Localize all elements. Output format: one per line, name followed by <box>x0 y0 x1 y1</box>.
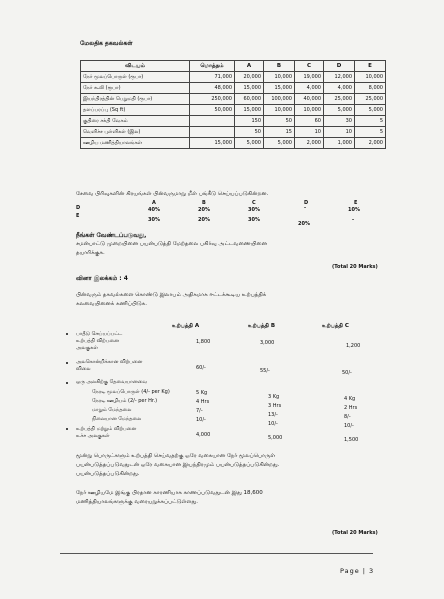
service-row-label: E <box>76 213 80 219</box>
row-value: 3 Hrs <box>268 403 282 409</box>
total-marks: (Total 20 Marks) <box>332 264 378 270</box>
table-row <box>81 83 386 94</box>
table-cell: 15,000 <box>235 83 264 94</box>
table-cell <box>190 127 235 138</box>
required-text: சமன்பாட்டு முறையினை பயன்படுத்தி மேற்தலை பகிர்வு அட்டவணையினை <box>76 241 267 247</box>
row-value: 3,000 <box>260 340 275 346</box>
row-value: 4 Kg <box>344 396 356 402</box>
table-cell: 12,000 <box>324 72 355 83</box>
table-header: D <box>324 61 355 72</box>
service-cell: 30% <box>248 207 260 213</box>
table-header: B <box>264 61 295 72</box>
table-cell: 8,000 <box>355 83 386 94</box>
table-cell: 10 <box>324 127 355 138</box>
table-cell: 10,000 <box>264 105 295 116</box>
table-cell: 10,000 <box>355 72 386 83</box>
service-cell: 20% <box>298 221 310 227</box>
product-header: உற்பத்தி B <box>248 323 276 329</box>
question-intro: பின்வரும் தகவல்களை கொண்டு இலாபம் அதிகமாக ஈட்டக்கூடிய உற்பத்திக் <box>76 292 267 298</box>
table-cell: 60,000 <box>235 94 264 105</box>
table-cell: 250,000 <box>190 94 235 105</box>
table-cell: 50 <box>235 127 264 138</box>
table-cell: 5,000 <box>235 138 264 149</box>
footer-divider <box>60 553 373 554</box>
table-row <box>81 94 386 105</box>
row-value: 4 Hrs <box>196 399 210 405</box>
service-text: சேவை பிரிவுகளின் கிரயங்கள் பின்வருமாறு மீள் பங்கீடு செய்யப்படுகின்றன. <box>76 191 269 197</box>
row-value: 7/- <box>196 408 203 414</box>
row-value: 55/- <box>260 368 270 374</box>
table-cell: 50,000 <box>190 105 235 116</box>
row-value: 60/- <box>196 365 206 371</box>
row-label: அலகுகள் <box>76 345 98 351</box>
service-cell: 20% <box>198 207 210 213</box>
service-col: B <box>202 200 206 206</box>
product-header: உற்பத்தி C <box>322 323 349 329</box>
paragraph-line: மணித்தியாலங்களுக்கு வரையறுக்கப்பட்டுள்ளது. <box>76 499 198 505</box>
service-cell: 30% <box>248 217 260 223</box>
row-label: பாதீடு செய்யப்பட்ட <box>76 331 123 337</box>
row-value: 5,000 <box>268 435 283 441</box>
row-value: 13/- <box>268 412 278 418</box>
table-cell: 150 <box>235 116 264 127</box>
question-intro: கலவையினைக் கணிப்பிடுக. <box>76 301 147 307</box>
total-marks: (Total 20 Marks) <box>332 530 378 536</box>
row-value: 4,000 <box>196 432 211 438</box>
table-cell: 48,000 <box>190 83 235 94</box>
product-header: உற்பத்தி A <box>172 323 200 329</box>
table-cell: 40,000 <box>295 94 324 105</box>
table-cell: 50 <box>264 116 295 127</box>
required-text: தயாரிக்குக. <box>76 250 105 256</box>
paragraph-line: மூன்று பொருட்களும் உற்பத்தி செய்வதற்கு ஒரே வகையான நேர் மூலப்பொருள் <box>76 453 276 459</box>
table-row <box>81 116 386 127</box>
table-cell: 5,000 <box>355 105 386 116</box>
service-col: E <box>354 200 358 206</box>
paragraph-line: பயன்படுத்தப்படுவதுடன் ஒரே வகையான இயந்திரமும் பயன்படுத்தப்படுகின்றது. <box>76 462 280 468</box>
table-cell: நேர் மூலப்பொருள் (ரூபா) <box>81 72 190 83</box>
question-title: வினா இலக்கம் : 4 <box>76 275 128 282</box>
row-value: 1,500 <box>344 437 359 443</box>
bullet-icon <box>66 428 68 430</box>
table-header: மொத்தம் <box>190 61 235 72</box>
table-cell: இயந்திரத்தின் பெறுமதி (ரூபா) <box>81 94 190 105</box>
row-value: 10/- <box>268 421 278 427</box>
row-label: ஒரு அலகிற்கு தேவையானவை <box>76 379 148 385</box>
row-label: நேரடி ஊழியம் (2/- per Hr.) <box>92 398 158 404</box>
table-row <box>81 138 386 149</box>
service-cell: - <box>304 205 307 211</box>
row-value: 5 Kg <box>196 390 208 396</box>
section-title: மேலதிக தகவல்கள் <box>80 40 133 47</box>
table-cell: வெளிச்ச புள்ளிகள் (இல) <box>81 127 190 138</box>
table-row <box>81 72 386 83</box>
service-cell: 20% <box>198 217 210 223</box>
table-cell: 71,000 <box>190 72 235 83</box>
table-cell: 10,000 <box>295 105 324 116</box>
service-cell: 40% <box>148 207 160 213</box>
row-label: விலை <box>76 366 91 372</box>
table-header: C <box>295 61 324 72</box>
row-label: நேரடி மூலப்பொருள் (4/- per Kg) <box>92 389 170 395</box>
service-row-label: D <box>76 205 81 211</box>
table-cell: 10 <box>295 127 324 138</box>
table-cell: 5 <box>355 127 386 138</box>
table-cell: 60 <box>295 116 324 127</box>
row-label: நிலையான மேந்தலை <box>92 416 142 422</box>
table-cell: 30 <box>324 116 355 127</box>
row-value: 1,800 <box>196 339 211 345</box>
paragraph-line: பயன்படுத்தப்படுகின்றது. <box>76 471 140 477</box>
table-cell: குதிரை சக்தி வேகம் <box>81 116 190 127</box>
service-col: A <box>152 200 156 206</box>
table-cell: ஊழிய மணித்தியாலங்கள் <box>81 138 190 149</box>
table-cell: 10,000 <box>264 72 295 83</box>
service-cell: - <box>352 217 355 223</box>
row-value: 2 Hrs <box>344 405 358 411</box>
data-table <box>80 60 386 149</box>
table-row <box>81 105 386 116</box>
table-cell: 4,000 <box>295 83 324 94</box>
service-col: C <box>252 200 256 206</box>
table-header: விடயம் <box>81 61 190 72</box>
table-cell: 2,000 <box>295 138 324 149</box>
table-cell: 25,000 <box>324 94 355 105</box>
table-cell: நேர் கூலி (ரூபா) <box>81 83 190 94</box>
service-cell: 30% <box>148 217 160 223</box>
service-col: D <box>304 200 309 206</box>
table-cell: 15 <box>264 127 295 138</box>
table-cell: 5,000 <box>264 138 295 149</box>
table-cell: 5,000 <box>324 105 355 116</box>
table-cell: 5 <box>355 116 386 127</box>
table-cell: 1,000 <box>324 138 355 149</box>
row-value: 50/- <box>342 370 352 376</box>
table-cell: தளப்பரப்பு (Sq ft) <box>81 105 190 116</box>
table-cell: 15,000 <box>190 138 235 149</box>
table-row <box>81 127 386 138</box>
required-title: நீங்கள் வேண்டப்படுவது, <box>76 232 147 239</box>
table-cell <box>190 116 235 127</box>
row-value: 10/- <box>344 423 354 429</box>
table-cell: 15,000 <box>264 83 295 94</box>
table-cell: 20,000 <box>235 72 264 83</box>
row-label: அலகொன்றிக்கான விற்பனை <box>76 359 143 365</box>
row-label: உச்ச அலகுகள் <box>76 433 110 439</box>
table-cell: 19,000 <box>295 72 324 83</box>
row-value: 8/- <box>344 414 351 420</box>
bullet-icon <box>66 333 68 335</box>
bullet-icon <box>66 382 68 384</box>
table-cell: 25,000 <box>355 94 386 105</box>
table-header: A <box>235 61 264 72</box>
table-cell: 4,000 <box>324 83 355 94</box>
row-value: 10/- <box>196 417 206 423</box>
table-cell: 15,000 <box>235 105 264 116</box>
row-label: உற்பத்தி மற்றும் விற்பனை <box>76 426 137 432</box>
row-value: 1,200 <box>346 343 361 349</box>
page-number: Page | 3 <box>340 567 375 575</box>
table-cell: 2,000 <box>355 138 386 149</box>
row-value: 3 Kg <box>268 394 280 400</box>
table-cell: 100,000 <box>264 94 295 105</box>
bullet-icon <box>66 362 68 364</box>
table-header: E <box>355 61 386 72</box>
paragraph-line: நேர் ஊழியமே இங்கு பிரதான காரணியாக காணப்படுவதுடன் இது 18,600 <box>76 490 263 496</box>
row-label: உற்பத்தி விற்பனை <box>76 338 119 344</box>
service-cell: 10% <box>348 207 360 213</box>
row-label: மாறும் மேந்தலை <box>92 407 132 413</box>
